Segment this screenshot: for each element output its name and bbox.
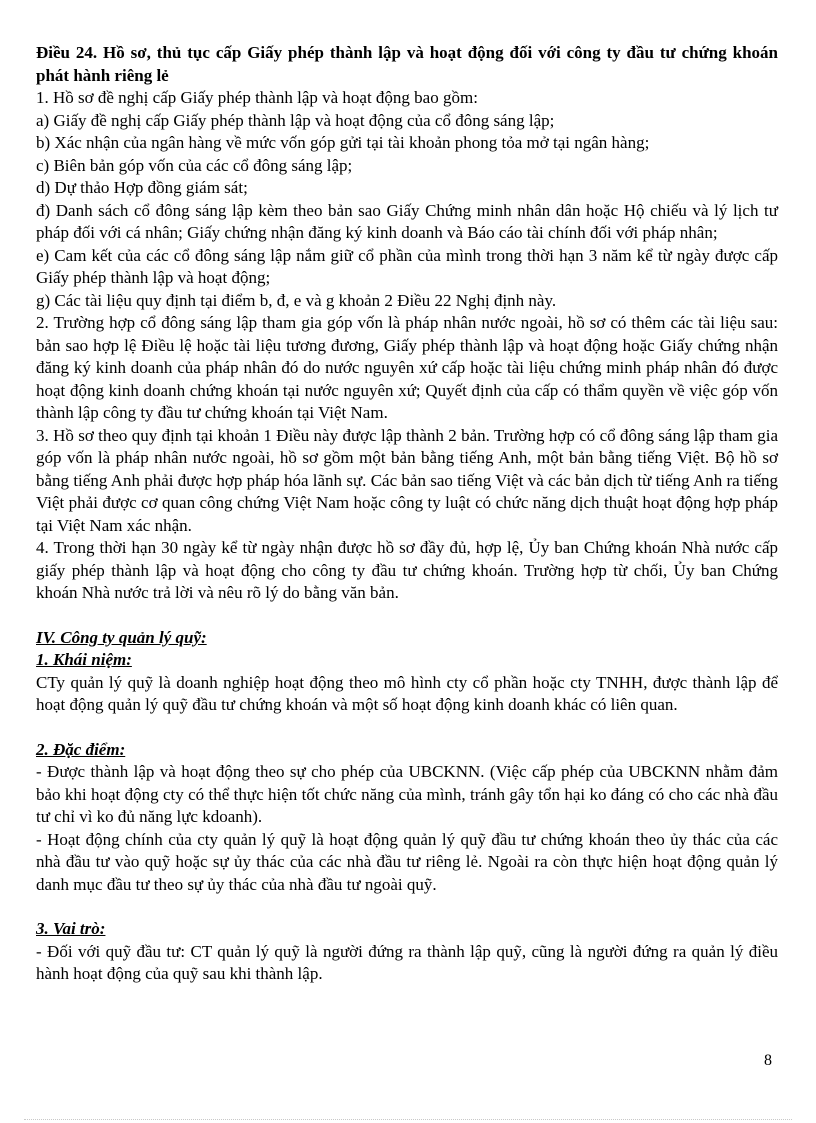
article-paragraph: 3. Hồ sơ theo quy định tại khoản 1 Điều này được lập thành 2 bản. Trường hợp có cổ đông sáng lập tham gia góp vốn là pháp nhân nước ngoài, hồ sơ gồm một bản bằng tiếng Anh, một bản bằng tiếng Việt. Bộ hồ sơ bằng tiếng Anh phải được hợp pháp hóa lãnh sự. Các bản sao tiếng Việt và các bản dịch từ tiếng Anh ra tiếng Việt phải được cơ quan công chứng Việt Nam hoặc công ty luật có chức năng dịch thuật hoạt động hợp pháp tại Việt Nam xác nhận.: [36, 425, 778, 535]
features-paragraph: - Được thành lập và hoạt động theo sự cho phép của UBCKNN. (Việc cấp phép của UBCKNN nhằm đảm bảo khi hoạt động cty có thể thực hiện tốt chức năng của mình, tránh gây tổn hại ko đáng có cho các nhà đầu tư chỉ vì ko đủ năng lực kdoanh).: [36, 762, 778, 826]
page-number: 8: [764, 1052, 772, 1069]
article-paragraph: 2. Trường hợp cổ đông sáng lập tham gia góp vốn là pháp nhân nước ngoài, hồ sơ có thêm các tài liệu sau: bản sao hợp lệ Điều lệ hoặc tài liệu tương đương, Giấy phép thành lập và hoạt động hoặc Giấy chứng nhận đăng ký kinh doanh của pháp nhân đó do nước nguyên xứ cấp hoặc tài liệu chứng minh pháp nhân đó được hoạt động kinh doanh chứng khoán tại nước nguyên xứ; Quyết định của cấp có thẩm quyền về việc góp vốn thành lập công ty đầu tư chứng khoán tại Việt Nam.: [36, 313, 778, 422]
article-paragraph: e) Cam kết của các cổ đông sáng lập nắm giữ cổ phần của mình trong thời hạn 3 năm kể từ ngày được cấp Giấy phép thành lập và hoạt động;: [36, 245, 778, 287]
article-paragraph: b) Xác nhận của ngân hàng về mức vốn góp gửi tại tài khoản phong tỏa mở tại ngân hàng;: [36, 133, 650, 152]
spacer: [36, 896, 778, 918]
document-page: [36, 42, 778, 986]
article-paragraph: g) Các tài liệu quy định tại điểm b, đ, e và g khoản 2 Điều 22 Nghị định này.: [36, 290, 557, 310]
role-paragraph: - Đối với quỹ đầu tư: CT quản lý quỹ là người đứng ra thành lập quỹ, cũng là người đứng ra quản lý điều hành hoạt động của quỹ sau khi thành lập.: [36, 941, 778, 983]
article-paragraph: a) Giấy đề nghị cấp Giấy phép thành lập và hoạt động của cổ đông sáng lập;: [36, 110, 555, 130]
subsection-heading-role: 3. Vai trò:: [36, 919, 106, 938]
article-paragraph: 4. Trong thời hạn 30 ngày kể từ ngày nhận được hồ sơ đầy đủ, hợp lệ, Ủy ban Chứng khoán Nhà nước cấp giấy phép thành lập và hoạt động cho công ty đầu tư chứng khoán. Trường hợp từ chối, Ủy ban Chứng khoán Nhà nước trả lời và nêu rõ lý do bằng văn bản.: [36, 538, 778, 602]
subsection-heading-concept: 1. Khái niệm:: [36, 650, 132, 669]
article-paragraph: 1. Hồ sơ đề nghị cấp Giấy phép thành lập và hoạt động bao gồm:: [36, 88, 478, 107]
page-bottom-divider: [24, 1119, 792, 1120]
spacer: [36, 605, 778, 627]
spacer: [36, 717, 778, 739]
section-heading: IV. Công ty quản lý quỹ:: [36, 627, 207, 647]
subsection-heading-features: 2. Đặc điểm:: [36, 739, 126, 759]
features-paragraph: - Hoạt động chính của cty quản lý quỹ là hoạt động quản lý quỹ đầu tư chứng khoán theo ủy thác của các nhà đầu tư vào quỹ hoặc sự ủy thác của các nhà đầu tư riêng lẻ. Ngoài ra còn thực hiện hoạt động quản lý danh mục đầu tư theo sự ủy thác của nhà đầu tư ngoài quỹ.: [36, 829, 778, 894]
article-title: Điều 24. Hồ sơ, thủ tục cấp Giấy phép thành lập và hoạt động đối với công ty đầu tư chứng khoán phát hành riêng lẻ: [36, 43, 778, 85]
article-paragraph: đ) Danh sách cổ đông sáng lập kèm theo bản sao Giấy Chứng minh nhân dân hoặc Hộ chiếu và lý lịch tư pháp đối với cá nhân; Giấy chứng nhận đăng ký kinh doanh và Báo cáo tài chính đối với pháp nhân;: [36, 200, 778, 242]
concept-paragraph: CTy quản lý quỹ là doanh nghiệp hoạt động theo mô hình cty cổ phần hoặc cty TNHH, được thành lập để hoạt động quản lý quỹ đầu tư chứng khoán và một số hoạt động kinh doanh khác có liên quan.: [36, 672, 778, 714]
article-paragraph: c) Biên bản góp vốn của các cổ đông sáng lập;: [36, 155, 353, 175]
article-paragraph: d) Dự thảo Hợp đồng giám sát;: [36, 178, 248, 197]
